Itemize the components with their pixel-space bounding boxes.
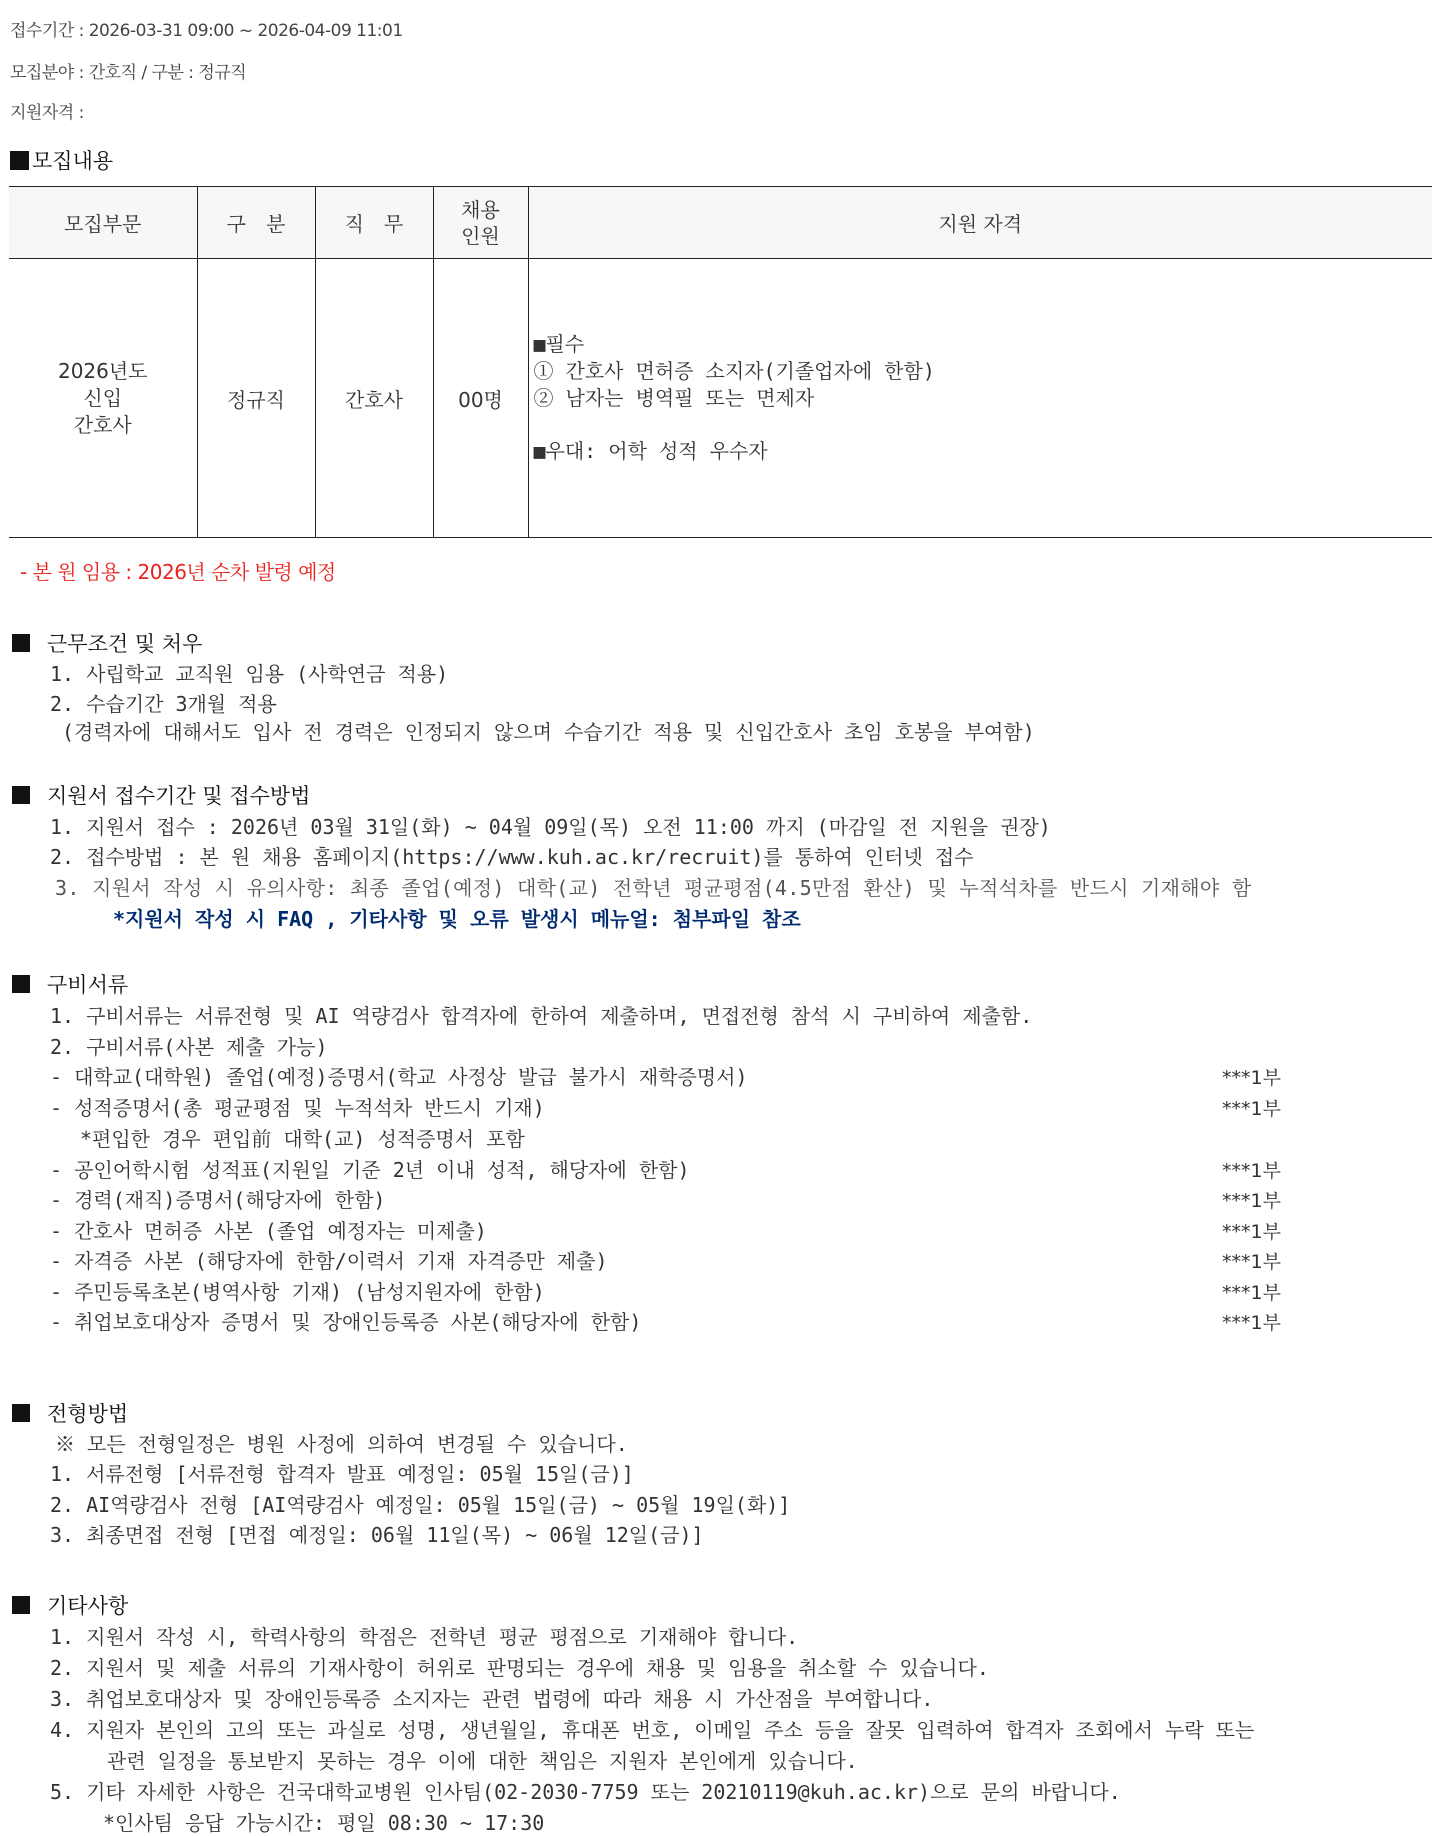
other-item-5: 5. 기타 자세한 사항은 건국대학교병원 인사팀(02-2030-7759 또는 20210119@kuh.ac.kr)으로 문의 바랍니다. [50, 1780, 1121, 1804]
process-item-1: 1. 서류전형 [서류전형 합격자 발표 예정일: 05월 15일(금)] [50, 1462, 634, 1486]
qualification-label: 지원자격 : [10, 103, 84, 123]
square-bullet-icon [12, 1404, 30, 1422]
application-heading: 지원서 접수기간 및 접수방법 [12, 780, 310, 810]
doc-list-item: - 공인어학시험 성적표(지원일 기준 2년 이내 성적, 해당자에 한함) [50, 1158, 690, 1182]
table-header-row [9, 187, 1432, 259]
apply-item-2: 2. 접수방법 : 본 원 채용 홈페이지(https://www.kuh.ac.kr/recruit)를 통하여 인터넷 접수 [50, 845, 974, 869]
hr-contact-hours: *인사팀 응답 가능시간: 평일 08:30 ~ 17:30 [103, 1811, 545, 1835]
other-item-1: 1. 지원서 작성 시, 학력사항의 학점은 전학년 평균 평점으로 기재해야 합니다. [50, 1625, 799, 1649]
doc-list-item: - 자격증 사본 (해당자에 한함/이력서 기재 자격증만 제출) [50, 1249, 608, 1273]
doc-list-item: - 대학교(대학원) 졸업(예정)증명서(학교 사정상 발급 불가시 재학증명서) [50, 1065, 748, 1089]
apply-item-1: 1. 지원서 접수 : 2026년 03월 31일(화) ~ 04월 09일(목) 오전 11:00 까지 (마감일 전 지원을 권장) [50, 815, 1051, 839]
doc-list-item: - 성적증명서(총 평균평점 및 누적석차 반드시 기재) [50, 1096, 545, 1120]
qual-required: ■필수 [533, 332, 585, 356]
square-bullet-icon [12, 1596, 30, 1614]
cell-type: 정규직 [197, 259, 315, 538]
header-count: 채용 인원 [433, 187, 528, 259]
doc-qty: ***1부 [1222, 1221, 1281, 1243]
doc-qty: ***1부 [1222, 1067, 1281, 1089]
cell-job: 간호사 [315, 259, 433, 538]
selection-process-heading: 전형방법 [12, 1398, 128, 1428]
qual-item-1: ① 간호사 면허증 소지자(기졸업자에 한함) [533, 359, 935, 383]
header-type: 구 분 [197, 187, 315, 259]
doc-list-item: - 주민등록초본(병역사항 기재) (남성지원자에 한함) [50, 1280, 545, 1304]
apply-faq-note: *지원서 작성 시 FAQ , 기타사항 및 오류 발생시 메뉴얼: 첨부파일 참조 [113, 907, 801, 931]
other-notes-heading: 기타사항 [12, 1590, 128, 1620]
doc-qty: ***1부 [1222, 1251, 1281, 1273]
process-item-2: 2. AI역량검사 전형 [AI역량검사 예정일: 05월 15일(금) ~ 05월 19일(화)] [50, 1493, 791, 1517]
recruit-field: 모집분야 : 간호직 / 구분 : 정규직 [10, 63, 247, 83]
doc-list-note: *편입한 경우 편입前 대학(교) 성적증명서 포함 [80, 1127, 525, 1151]
docs-item-2: 2. 구비서류(사본 제출 가능) [50, 1035, 328, 1059]
square-bullet-icon [12, 786, 30, 804]
recruit-section-title: 모집내용 [10, 145, 113, 175]
header-qualification: 지원 자격 [528, 187, 1432, 259]
header-dept: 모집부문 [9, 187, 197, 259]
qual-preferred: ■우대: 어학 성적 우수자 [533, 439, 768, 463]
recruitment-table [9, 186, 1432, 538]
docs-item-1: 1. 구비서류는 서류전형 및 AI 역량검사 합격자에 한하여 제출하며, 면접전형 참석 시 구비하여 제출함. [50, 1004, 1033, 1028]
doc-qty: ***1부 [1222, 1190, 1281, 1212]
process-item-3: 3. 최종면접 전형 [면접 예정일: 06월 11일(목) ~ 06월 12일(금)] [50, 1523, 704, 1547]
table-row [9, 259, 1432, 538]
work-item-2: 2. 수습기간 3개월 적용 [50, 692, 277, 716]
application-period: 접수기간 : 2026-03-31 09:00 ~ 2026-04-09 11:01 [10, 21, 403, 41]
documents-heading: 구비서류 [12, 969, 128, 999]
header-job: 직 무 [315, 187, 433, 259]
doc-list-item: - 경력(재직)증명서(해당자에 한함) [50, 1188, 386, 1212]
cell-count: 00명 [433, 259, 528, 538]
doc-qty: ***1부 [1222, 1312, 1281, 1334]
work-item-note: (경력자에 대해서도 입사 전 경력은 인정되지 않으며 수습기간 적용 및 신입간호사 초임 호봉을 부여함) [62, 720, 1035, 744]
square-bullet-icon [10, 151, 29, 170]
appointment-note: - 본 원 임용 : 2026년 순차 발령 예정 [20, 560, 336, 584]
doc-list-item: - 취업보호대상자 증명서 및 장애인등록증 사본(해당자에 한함) [50, 1310, 642, 1334]
cell-qualification [528, 259, 1432, 538]
other-item-3: 3. 취업보호대상자 및 장애인등록증 소지자는 관련 법령에 따라 채용 시 가산점을 부여합니다. [50, 1687, 934, 1711]
doc-qty: ***1부 [1222, 1282, 1281, 1304]
doc-qty: ***1부 [1222, 1098, 1281, 1120]
doc-qty: ***1부 [1222, 1160, 1281, 1182]
other-item-4: 4. 지원자 본인의 고의 또는 과실로 성명, 생년월일, 휴대폰 번호, 이메일 주소 등을 잘못 입력하여 합격자 조회에서 누락 또는 [50, 1718, 1255, 1742]
work-conditions-heading: 근무조건 및 처우 [12, 628, 202, 658]
doc-list-item: - 간호사 면허증 사본 (졸업 예정자는 미제출) [50, 1219, 487, 1243]
qual-item-2: ② 남자는 병역필 또는 면제자 [533, 386, 815, 410]
cell-dept: 2026년도 신입 간호사 [9, 259, 197, 538]
square-bullet-icon [12, 975, 30, 993]
square-bullet-icon [12, 634, 30, 652]
other-item-2: 2. 지원서 및 제출 서류의 기재사항이 허위로 판명되는 경우에 채용 및 임용을 취소할 수 있습니다. [50, 1656, 989, 1680]
other-item-4-continued: 관련 일정을 통보받지 못하는 경우 이에 대한 책임은 지원자 본인에게 있습니다. [107, 1749, 858, 1773]
process-note: ※ 모든 전형일정은 병원 사정에 의하여 변경될 수 있습니다. [55, 1432, 628, 1456]
apply-item-3: 3. 지원서 작성 시 유의사항: 최종 졸업(예정) 대학(교) 전학년 평균평점(4.5만점 환산) 및 누적석차를 반드시 기재해야 함 [55, 876, 1252, 900]
work-item-1: 1. 사립학교 교직원 임용 (사학연금 적용) [50, 662, 449, 686]
